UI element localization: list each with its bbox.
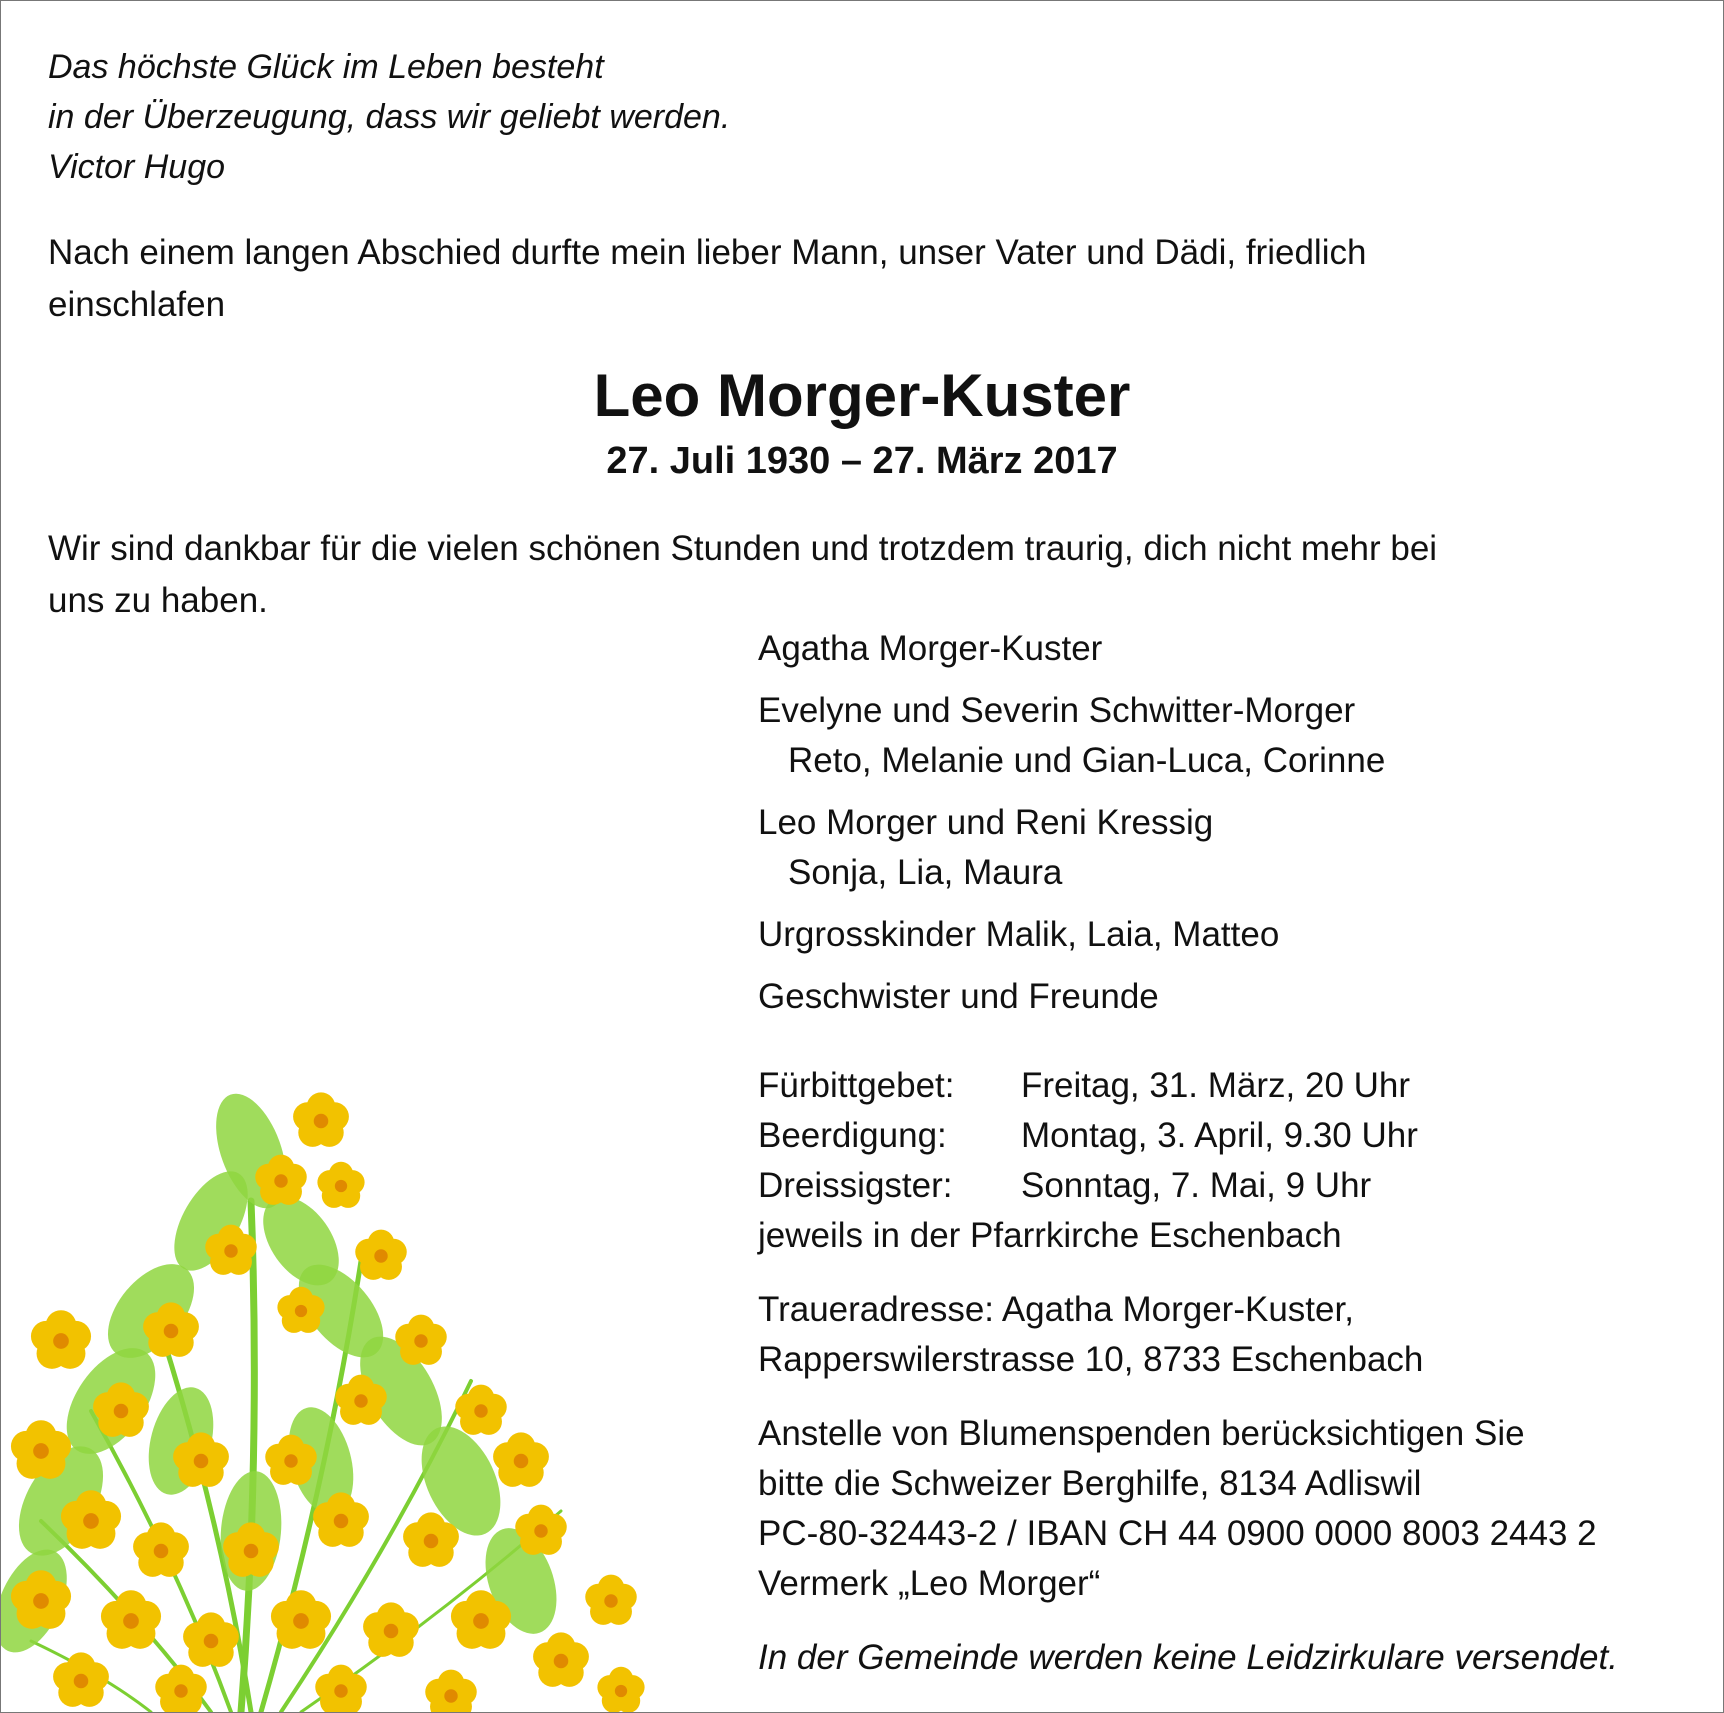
primrose-bloom <box>133 1522 189 1576</box>
footer-note: In der Gemeinde werden keine Leidzirkulare versendet. <box>758 1638 1618 1677</box>
primrose-bloom <box>31 1310 91 1369</box>
quote-author: Victor Hugo <box>48 148 226 186</box>
donation-line-4: Vermerk „Leo Morger“ <box>758 1564 1101 1603</box>
address-line-2: Rapperswilerstrasse 10, 8733 Eschenbach <box>758 1340 1424 1379</box>
primrose-bloom <box>53 1652 109 1706</box>
donation-line-3: PC-80-32443-2 / IBAN CH 44 0900 0000 8003 2443 2 <box>758 1514 1597 1553</box>
primrose-bloom <box>455 1385 507 1435</box>
primrose-bloom <box>585 1575 637 1625</box>
mourner-grandchildren-2: Sonja, Lia, Maura <box>788 853 1063 892</box>
quote-line-2: in der Überzeugung, dass wir geliebt werden. <box>48 98 731 136</box>
donation-line-1: Anstelle von Blumenspenden berücksichtigen Sie <box>758 1414 1525 1453</box>
primrose-bloom <box>293 1092 349 1146</box>
thanks-line-2: uns zu haben. <box>48 581 268 620</box>
service-row-prayer <box>758 1060 1410 1112</box>
service-row-thirtieth <box>758 1160 1371 1212</box>
quote-line-1: Das höchste Glück im Leben besteht <box>48 48 604 86</box>
primrose-flower-image <box>1 1081 746 1712</box>
service-value: Freitag, 31. März, 20 Uhr <box>1021 1066 1411 1105</box>
primrose-bloom <box>597 1667 644 1712</box>
thanks-line-1: Wir sind dankbar für die vielen schönen Stunden und trotzdem traurig, dich nicht mehr bei <box>48 529 1438 568</box>
mourner-family-1: Evelyne und Severin Schwitter-Morger <box>758 691 1356 730</box>
intro-line-2: einschlafen <box>48 285 226 324</box>
service-value: Sonntag, 7. Mai, 9 Uhr <box>1021 1166 1372 1205</box>
mourner-grandchildren-1: Reto, Melanie und Gian-Luca, Corinne <box>788 741 1386 780</box>
primrose-bloom <box>11 1420 71 1479</box>
mourner-great-grandchildren: Urgrosskinder Malik, Laia, Matteo <box>758 915 1280 954</box>
primrose-bloom <box>395 1315 447 1365</box>
service-row-funeral <box>758 1110 1418 1162</box>
primrose-bloom <box>183 1612 239 1666</box>
primrose-bloom <box>355 1230 407 1280</box>
services-location: jeweils in der Pfarrkirche Eschenbach <box>758 1216 1342 1255</box>
deceased-name: Leo Morger-Kuster <box>593 362 1131 429</box>
primrose-bloom <box>425 1670 477 1712</box>
primrose-bloom <box>533 1632 589 1686</box>
primrose-bloom <box>363 1602 419 1656</box>
donation-line-2: bitte die Schweizer Berghilfe, 8134 Adliswil <box>758 1464 1422 1503</box>
deceased-dates: 27. Juli 1930 – 27. März 2017 <box>606 440 1118 482</box>
service-label: Dreissigster: <box>758 1166 953 1205</box>
primrose-bloom <box>271 1590 331 1649</box>
service-value: Montag, 3. April, 9.30 Uhr <box>1021 1116 1418 1155</box>
primrose-bloom <box>155 1665 207 1712</box>
service-label: Beerdigung: <box>758 1116 947 1155</box>
primrose-bloom <box>101 1590 161 1649</box>
address-line-1: Traueradresse: Agatha Morger-Kuster, <box>758 1290 1354 1329</box>
mourner-family-2: Leo Morger und Reni Kressig <box>758 803 1214 842</box>
service-label: Fürbittgebet: <box>758 1066 955 1105</box>
mourner-siblings-friends: Geschwister und Freunde <box>758 977 1159 1016</box>
intro-line-1: Nach einem langen Abschied durfte mein lieber Mann, unser Vater und Dädi, friedlich <box>48 233 1367 272</box>
mourner-spouse: Agatha Morger-Kuster <box>758 629 1103 668</box>
primrose-bloom <box>317 1162 364 1208</box>
primrose-bloom <box>493 1432 549 1486</box>
